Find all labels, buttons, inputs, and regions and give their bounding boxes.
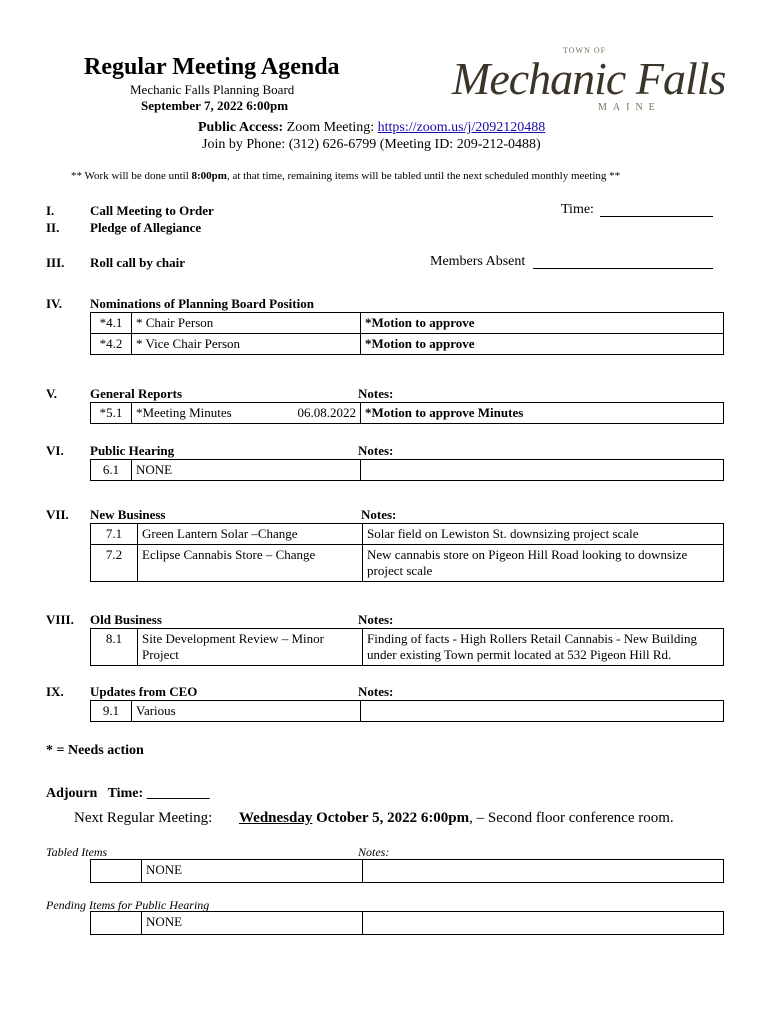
table-row [91, 403, 724, 424]
item-description: Site Development Review – Minor Project [138, 629, 363, 666]
notice-bold: 8:00pm [191, 170, 227, 182]
item-note: Finding of facts - High Rollers Retail Cannabis - New Building under existing Town permit located at 532 Pigeon Hill Rd. [363, 629, 724, 666]
public-access-label: Public Access: [198, 120, 284, 135]
public-hearing-table [90, 459, 724, 481]
item-description: NONE [132, 460, 361, 481]
zoom-link[interactable]: https://zoom.us/j/2092120488 [377, 120, 546, 135]
phone-info: Join by Phone: (312) 626-6799 (Meeting ID: 209-212-0488) [202, 137, 541, 152]
tabled-notes-label: Notes: [358, 845, 390, 859]
item-number: *5.1 [91, 403, 132, 424]
org-name: Mechanic Falls Planning Board [130, 82, 295, 97]
page-title: Regular Meeting Agenda [84, 54, 340, 80]
item-number: 8.1 [91, 629, 138, 666]
new-business-table [90, 523, 724, 582]
notes-label: Notes: [358, 443, 394, 458]
item-note [363, 860, 724, 883]
section-number: VIII. [46, 612, 74, 627]
section-title: Public Hearing [90, 443, 175, 458]
section-number: II. [46, 220, 60, 235]
item-description [132, 403, 361, 424]
ceo-updates-table [90, 700, 724, 722]
item-number: 6.1 [91, 460, 132, 481]
section-title: Call Meeting to Order [90, 203, 214, 218]
zoom-text: Zoom Meeting: [286, 120, 375, 135]
section-number: IV. [46, 296, 63, 311]
item-number: *4.2 [91, 334, 132, 355]
item-number [91, 860, 142, 883]
next-meeting-label: Next Regular Meeting: [74, 810, 213, 826]
notes-label: Notes: [358, 386, 394, 401]
next-meeting-date: October 5, 2022 6:00pm [312, 810, 470, 826]
item-description: Eclipse Cannabis Store – Change [138, 545, 363, 582]
item-description: NONE [142, 912, 363, 935]
notes-label: Notes: [361, 507, 397, 522]
time-line [600, 216, 713, 217]
section-number: III. [46, 255, 65, 270]
logo-state: MAINE [598, 102, 661, 113]
item-description: * Vice Chair Person [132, 334, 361, 355]
item-note: *Motion to approve [361, 313, 724, 334]
notice-post: , at that time, remaining items will be tabled until the next scheduled monthly meeting ** [226, 170, 621, 182]
item-date: 06.08.2022 [297, 405, 356, 420]
section-title: Old Business [90, 612, 162, 627]
notes-label: Notes: [358, 612, 394, 627]
item-number: *4.1 [91, 313, 132, 334]
section-number: VII. [46, 507, 69, 522]
public-access [198, 120, 545, 136]
members-absent-label: Members Absent [430, 254, 526, 269]
time-label: Time: [561, 202, 594, 217]
item-note: *Motion to approve [361, 334, 724, 355]
item-number: 7.1 [91, 524, 138, 545]
section-title: General Reports [90, 386, 183, 401]
members-absent-line [533, 268, 713, 269]
section-title: Updates from CEO [90, 684, 198, 699]
item-number: 9.1 [91, 701, 132, 722]
item-number: 7.2 [91, 545, 138, 582]
pending-items-label: Pending Items for Public Hearing [46, 898, 210, 912]
item-note [361, 460, 724, 481]
section-title: New Business [90, 507, 166, 522]
item-note [363, 912, 724, 935]
meeting-date: September 7, 2022 6:00pm [141, 98, 289, 113]
item-note: Solar field on Lewiston St. downsizing project scale [363, 524, 724, 545]
notice-pre: ** Work will be done until [71, 170, 192, 182]
table-row [91, 524, 724, 545]
next-meeting-location: , – Second floor conference room. [469, 810, 674, 826]
notes-label: Notes: [358, 684, 394, 699]
section-title: Nominations of Planning Board Position [90, 296, 314, 311]
table-row [91, 313, 724, 334]
item-note: *Motion to approve Minutes [361, 403, 724, 424]
table-row [91, 545, 724, 582]
table-row [91, 912, 724, 935]
item-description: Green Lantern Solar –Change [138, 524, 363, 545]
tabled-items-table [90, 859, 724, 883]
section-number: I. [46, 203, 55, 218]
old-business-table [90, 628, 724, 666]
item-note [361, 701, 724, 722]
item-description: NONE [142, 860, 363, 883]
table-row [91, 860, 724, 883]
logo-small-text: TOWN OF [563, 46, 607, 55]
item-number [91, 912, 142, 935]
pending-items-table [90, 911, 724, 935]
table-row [91, 334, 724, 355]
section-title: Roll call by chair [90, 255, 185, 270]
item-description: * Chair Person [132, 313, 361, 334]
table-row [91, 701, 724, 722]
logo-main-text: Mechanic Falls [452, 53, 726, 104]
item-text: *Meeting Minutes [136, 405, 232, 420]
section-number: V. [46, 386, 57, 401]
needs-action-legend: * = Needs action [46, 743, 144, 758]
nominations-table [90, 312, 724, 355]
general-reports-table [90, 402, 724, 424]
item-description: Various [132, 701, 361, 722]
adjourn-time: Adjourn Time: _________ [46, 786, 210, 801]
next-meeting-day: Wednesday [239, 810, 313, 826]
tabled-items-label: Tabled Items [46, 845, 108, 859]
next-meeting-info [239, 810, 674, 827]
work-notice [71, 170, 620, 182]
section-number: VI. [46, 443, 64, 458]
table-row [91, 629, 724, 666]
section-title: Pledge of Allegiance [90, 220, 202, 235]
section-number: IX. [46, 684, 64, 699]
town-logo [448, 46, 728, 116]
item-note: New cannabis store on Pigeon Hill Road looking to downsize project scale [363, 545, 724, 582]
table-row [91, 460, 724, 481]
